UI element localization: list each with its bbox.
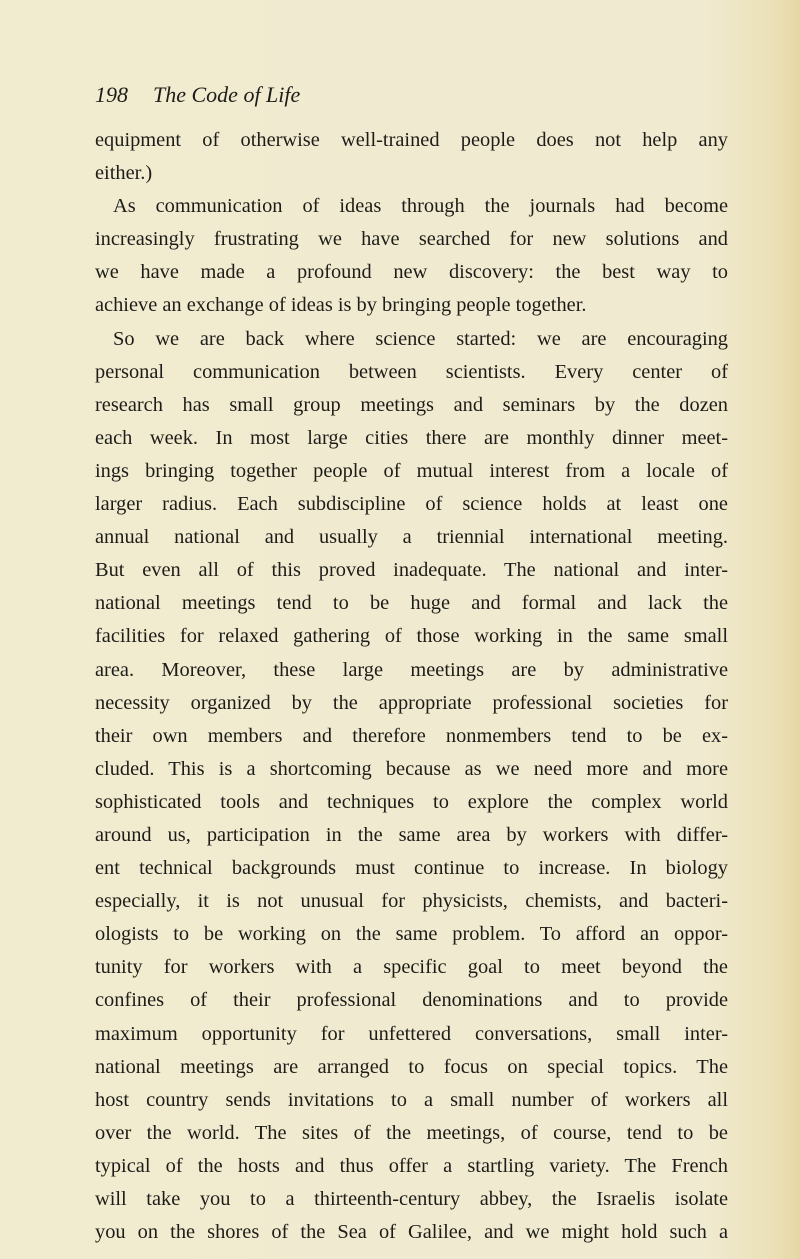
- text-line: ologists to be working on the same problem. To afford an oppor-: [95, 923, 728, 946]
- running-header: [95, 82, 300, 108]
- text-line: tunity for workers with a specific goal to meet beyond the: [95, 956, 728, 979]
- text-line: research has small group meetings and seminars by the dozen: [95, 393, 728, 416]
- running-title: The Code of Life: [153, 82, 301, 107]
- text-line: sophisticated tools and techniques to explore the complex world: [95, 790, 728, 813]
- text-line: confines of their professional denominations and to provide: [95, 989, 728, 1012]
- text-line: larger radius. Each subdiscipline of science holds at least one: [95, 493, 728, 516]
- text-line: their own members and therefore nonmembers tend to be ex-: [95, 724, 728, 747]
- text-line: ent technical backgrounds must continue to increase. In biology: [95, 857, 728, 880]
- text-line: especially, it is not unusual for physicists, chemists, and bacteri-: [95, 890, 728, 913]
- text-line: either.): [95, 162, 153, 185]
- text-line: annual national and usually a triennial international meeting.: [95, 526, 728, 549]
- text-line: So we are back where science started: we are encouraging: [113, 327, 728, 350]
- page-number: 198: [95, 82, 128, 107]
- text-line: increasingly frustrating we have searched for new solutions and: [95, 228, 728, 251]
- text-line: As communication of ideas through the journals had become: [113, 195, 728, 218]
- text-line: facilities for relaxed gathering of those working in the same small: [95, 625, 728, 648]
- body-text: [95, 124, 728, 1249]
- text-line: cluded. This is a shortcoming because as we need more and more: [95, 757, 728, 780]
- text-line: achieve an exchange of ideas is by bringing people together.: [95, 294, 587, 317]
- text-line: each week. In most large cities there are monthly dinner meet-: [95, 426, 728, 449]
- text-line: necessity organized by the appropriate professional societies for: [95, 691, 728, 714]
- text-line: But even all of this proved inadequate. The national and inter-: [95, 559, 728, 582]
- text-line: area. Moreover, these large meetings are by administrative: [95, 658, 728, 681]
- text-line: national meetings tend to be huge and formal and lack the: [95, 592, 728, 615]
- text-line: typical of the hosts and thus offer a startling variety. The French: [95, 1154, 728, 1177]
- text-line: over the world. The sites of the meetings, of course, tend to be: [95, 1121, 728, 1144]
- text-line: maximum opportunity for unfettered conversations, small inter-: [95, 1022, 728, 1045]
- text-line: you on the shores of the Sea of Galilee, and we might hold such a: [95, 1221, 728, 1244]
- text-line: equipment of otherwise well-trained people does not help any: [95, 129, 728, 151]
- text-line: ings bringing together people of mutual interest from a locale of: [95, 459, 728, 482]
- text-line: we have made a profound new discovery: the best way to: [95, 261, 728, 284]
- text-line: personal communication between scientists. Every center of: [95, 360, 728, 383]
- text-line: national meetings are arranged to focus on special topics. The: [95, 1055, 728, 1078]
- text-line: will take you to a thirteenth-century abbey, the Israelis isolate: [95, 1188, 728, 1210]
- text-line: around us, participation in the same area by workers with differ-: [95, 823, 728, 846]
- text-line: host country sends invitations to a small number of workers all: [95, 1088, 728, 1111]
